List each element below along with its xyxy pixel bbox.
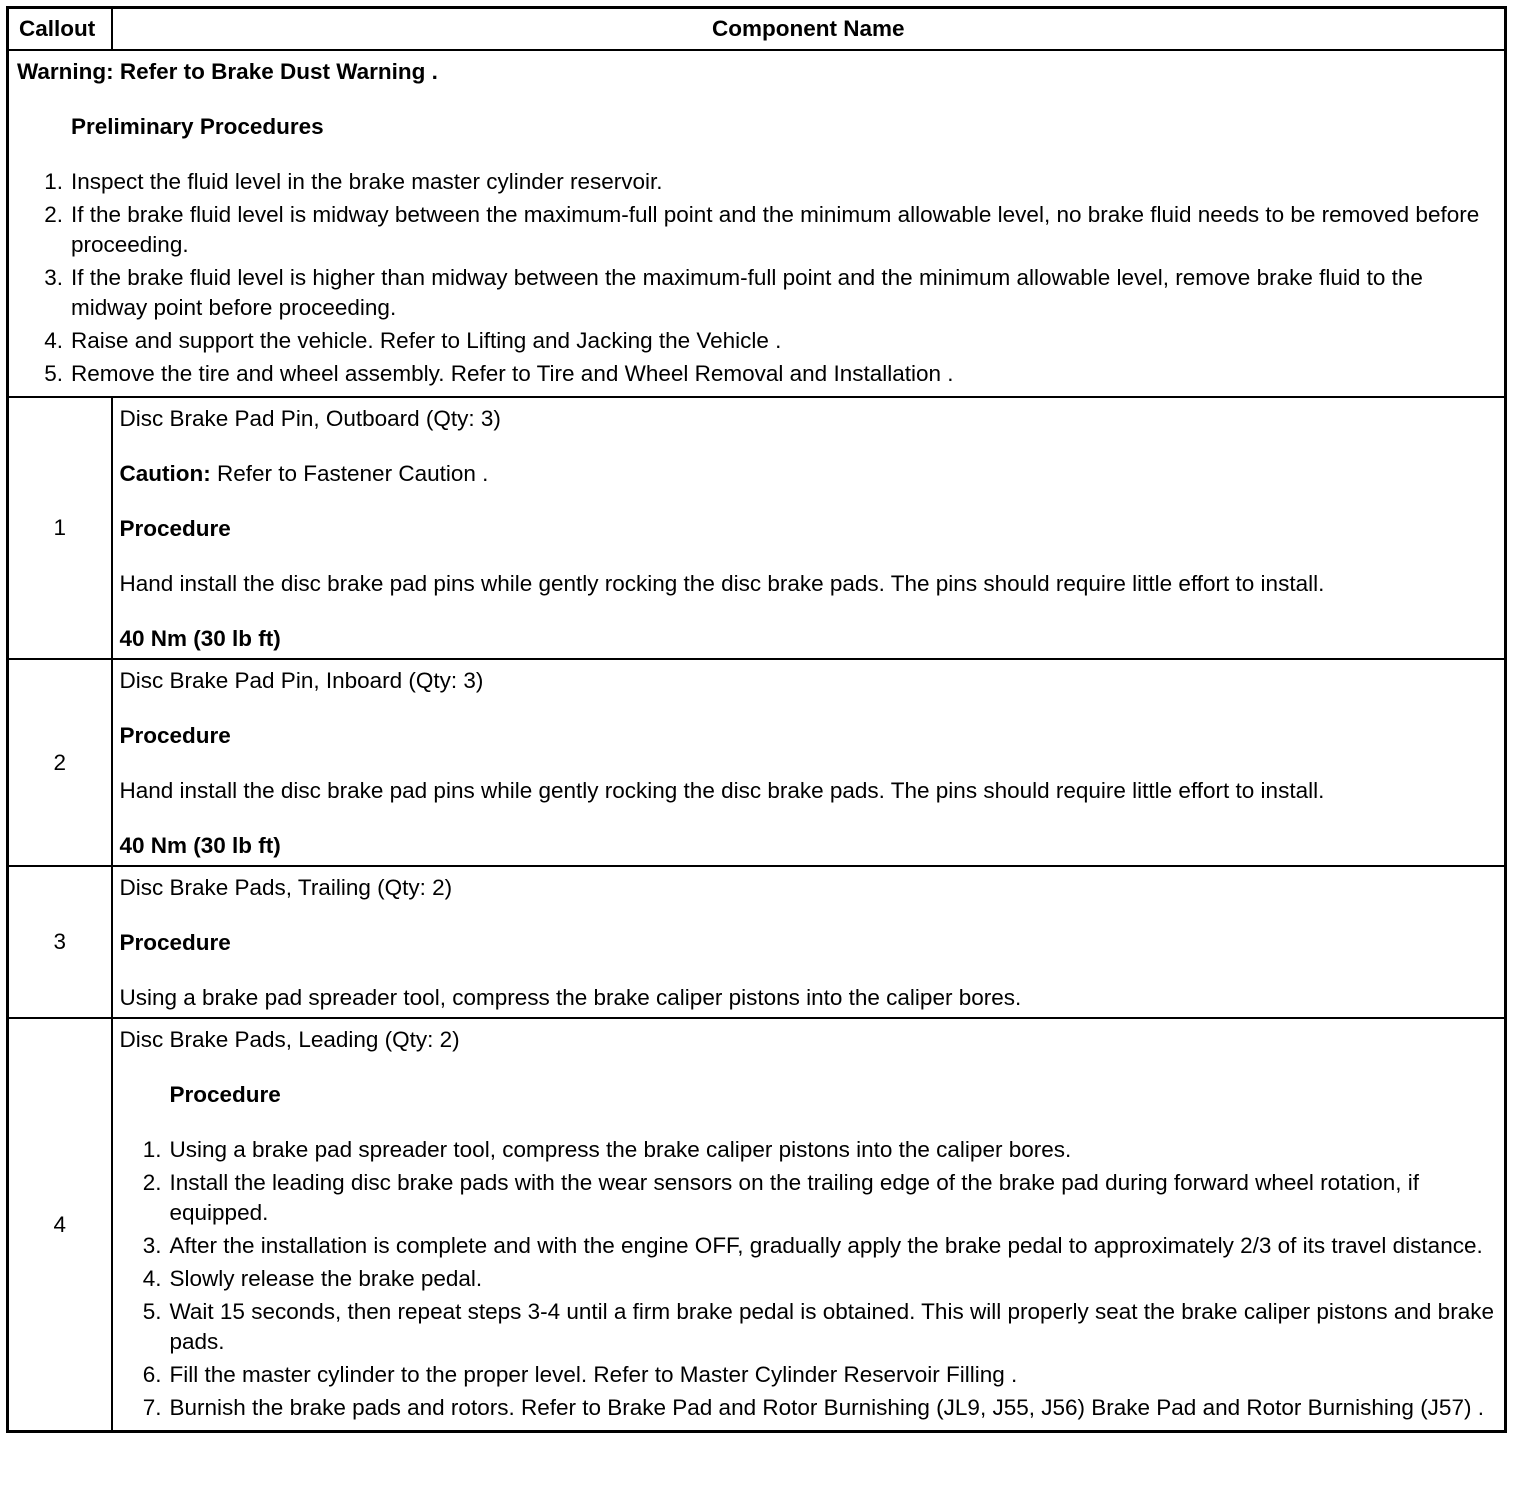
preliminary-row bbox=[8, 50, 1506, 397]
component-cell bbox=[112, 1018, 1506, 1432]
caution-note bbox=[120, 459, 1495, 489]
header-component-name: Component Name bbox=[112, 8, 1506, 51]
preliminary-steps bbox=[17, 167, 1494, 389]
step-number: 4. bbox=[142, 1266, 162, 1291]
procedure-heading: Procedure bbox=[119, 516, 231, 541]
list-item bbox=[120, 1264, 1495, 1294]
list-item bbox=[120, 1168, 1495, 1228]
header-callout: Callout bbox=[8, 8, 112, 51]
step-number: 5. bbox=[44, 361, 63, 386]
caution-text: Refer to Fastener Caution . bbox=[210, 461, 489, 486]
warning-label: Warning: bbox=[17, 59, 114, 84]
step-number: 5. bbox=[142, 1299, 162, 1324]
step-text: Wait 15 seconds, then repeat steps 3-4 until a firm brake pedal is obtained. This will properly seat the brake caliper pistons and brake pads. bbox=[169, 1299, 1494, 1354]
list-item bbox=[120, 1360, 1495, 1390]
list-item bbox=[120, 1297, 1495, 1357]
component-cell bbox=[112, 397, 1506, 659]
step-number: 3. bbox=[142, 1233, 162, 1258]
torque-spec: 40 Nm (30 lb ft) bbox=[119, 626, 281, 651]
list-item bbox=[17, 167, 1494, 197]
step-number: 1. bbox=[142, 1137, 162, 1162]
procedure-heading: Procedure bbox=[119, 930, 231, 955]
step-number: 4. bbox=[44, 328, 63, 353]
table-row bbox=[8, 1018, 1506, 1432]
step-text: Slowly release the brake pedal. bbox=[169, 1266, 483, 1291]
table-row bbox=[8, 866, 1506, 1018]
list-item bbox=[17, 359, 1494, 389]
procedure-table bbox=[6, 6, 1507, 1433]
preliminary-cell bbox=[8, 50, 1506, 397]
procedure-heading: Procedure bbox=[119, 723, 231, 748]
step-text: If the brake fluid level is higher than midway between the maximum-full point and the minimum allowable level, remove brake fluid to the midway point before proceeding. bbox=[71, 265, 1423, 320]
step-number: 1. bbox=[44, 169, 63, 194]
step-text: Raise and support the vehicle. Refer to Lifting and Jacking the Vehicle . bbox=[71, 328, 782, 353]
list-item bbox=[17, 200, 1494, 260]
callout-number: 3 bbox=[8, 866, 112, 1018]
step-text: Using a brake pad spreader tool, compress the brake caliper pistons into the caliper bores. bbox=[169, 1137, 1072, 1162]
warning-text: Refer to Brake Dust Warning . bbox=[113, 59, 438, 84]
step-number: 2. bbox=[44, 202, 63, 227]
component-title: Disc Brake Pads, Leading (Qty: 2) bbox=[119, 1027, 460, 1052]
procedure-heading: Procedure bbox=[169, 1082, 281, 1107]
list-item bbox=[120, 1393, 1495, 1423]
step-text: If the brake fluid level is midway between the maximum-full point and the minimum allowable level, no brake fluid needs to be removed before proceeding. bbox=[71, 202, 1480, 257]
component-title: Disc Brake Pad Pin, Outboard (Qty: 3) bbox=[119, 406, 501, 431]
step-text: Remove the tire and wheel assembly. Refer to Tire and Wheel Removal and Installation . bbox=[71, 361, 954, 386]
callout-number: 1 bbox=[8, 397, 112, 659]
table-row bbox=[8, 659, 1506, 866]
header-row bbox=[8, 8, 1506, 51]
procedure-text: Hand install the disc brake pad pins while gently rocking the disc brake pads. The pins should require little effort to install. bbox=[119, 571, 1325, 596]
step-text: Install the leading disc brake pads with the wear sensors on the trailing edge of the brake pad during forward wheel rotation, if equipped. bbox=[169, 1170, 1419, 1225]
torque-spec: 40 Nm (30 lb ft) bbox=[119, 833, 281, 858]
component-title: Disc Brake Pads, Trailing (Qty: 2) bbox=[119, 875, 453, 900]
preliminary-heading: Preliminary Procedures bbox=[71, 114, 324, 139]
list-item bbox=[120, 1135, 1495, 1165]
step-number: 7. bbox=[142, 1395, 162, 1420]
procedure-text: Using a brake pad spreader tool, compress the brake caliper pistons into the caliper bores. bbox=[119, 985, 1022, 1010]
step-text: Fill the master cylinder to the proper level. Refer to Master Cylinder Reservoir Filling . bbox=[169, 1362, 1018, 1387]
caution-label: Caution: bbox=[119, 461, 211, 486]
component-cell bbox=[112, 866, 1506, 1018]
step-text: After the installation is complete and with the engine OFF, gradually apply the brake pedal to approximately 2/3 of its travel distance. bbox=[169, 1233, 1483, 1258]
callout-number: 2 bbox=[8, 659, 112, 866]
procedure-text: Hand install the disc brake pad pins while gently rocking the disc brake pads. The pins should require little effort to install. bbox=[119, 778, 1325, 803]
component-title: Disc Brake Pad Pin, Inboard (Qty: 3) bbox=[119, 668, 484, 693]
step-text: Inspect the fluid level in the brake master cylinder reservoir. bbox=[71, 169, 663, 194]
step-number: 6. bbox=[142, 1362, 162, 1387]
list-item bbox=[120, 1231, 1495, 1261]
step-number: 2. bbox=[142, 1170, 162, 1195]
table-row bbox=[8, 397, 1506, 659]
list-item bbox=[17, 263, 1494, 323]
warning-note bbox=[17, 57, 1494, 87]
callout-number: 4 bbox=[8, 1018, 112, 1432]
procedure-steps bbox=[120, 1135, 1495, 1423]
list-item bbox=[17, 326, 1494, 356]
step-text: Burnish the brake pads and rotors. Refer to Brake Pad and Rotor Burnishing (JL9, J55, J56) Brake Pad and Rotor Burnishing (J57) . bbox=[169, 1395, 1484, 1420]
component-cell bbox=[112, 659, 1506, 866]
step-number: 3. bbox=[44, 265, 63, 290]
